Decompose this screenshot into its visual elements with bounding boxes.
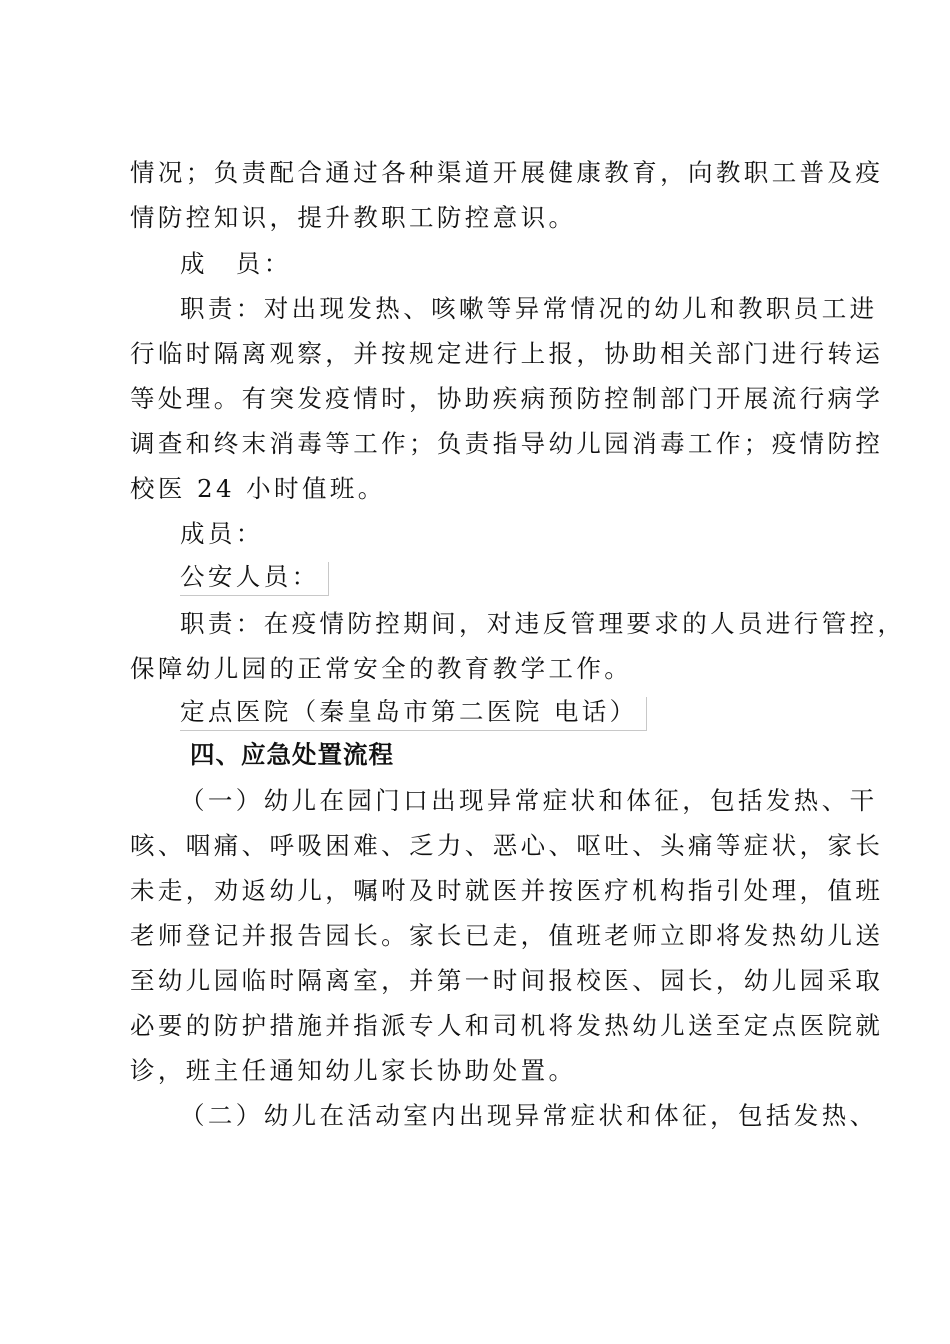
paragraph-line: 情况；负责配合通过各种渠道开展健康教育，向教职工普及疫: [130, 158, 884, 187]
paragraph-line: （一）幼儿在园门口出现异常症状和体征，包括发热、干: [180, 786, 878, 815]
paragraph-line: 咳、咽痛、呼吸困难、乏力、恶心、呕吐、头痛等症状，家长: [130, 831, 884, 860]
paragraph-line: （二）幼儿在活动室内出现异常症状和体征，包括发热、: [180, 1101, 878, 1130]
paragraph-line: 校医 24 小时值班。: [130, 474, 386, 503]
hospital-label: 定点医院（秦皇岛市第二医院 电话）: [180, 697, 647, 731]
paragraph-line: 至幼儿园临时隔离室，并第一时间报校医、园长，幼儿园采取: [130, 966, 884, 995]
paragraph-line: 未走，劝返幼儿，嘱咐及时就医并按医疗机构指引处理，值班: [130, 876, 884, 905]
section-heading: 四、应急处置流程: [190, 740, 394, 769]
paragraph-line: 等处理。有突发疫情时，协助疾病预防控制部门开展流行病学: [130, 384, 884, 413]
police-label: 公安人员：: [180, 562, 329, 596]
paragraph-line: 情防控知识，提升教职工防控意识。: [130, 203, 577, 232]
paragraph-line: 保障幼儿园的正常安全的教育教学工作。: [130, 654, 633, 683]
paragraph-line: 必要的防护措施并指派专人和司机将发热幼儿送至定点医院就: [130, 1011, 884, 1040]
member-label: 成员：: [180, 519, 264, 548]
paragraph-line: 老师登记并报告园长。家长已走，值班老师立即将发热幼儿送: [130, 921, 884, 950]
paragraph-line: 行临时隔离观察，并按规定进行上报，协助相关部门进行转运: [130, 339, 884, 368]
paragraph-line: 诊，班主任通知幼儿家长协助处置。: [130, 1056, 577, 1085]
paragraph-line: 调查和终末消毒等工作；负责指导幼儿园消毒工作；疫情防控: [130, 429, 884, 458]
member-label: 成 员：: [180, 249, 292, 278]
paragraph-line: 职责：对出现发热、咳嗽等异常情况的幼儿和教职员工进: [180, 294, 878, 323]
paragraph-line: 职责：在疫情防控期间，对违反管理要求的人员进行管控，: [180, 609, 906, 638]
